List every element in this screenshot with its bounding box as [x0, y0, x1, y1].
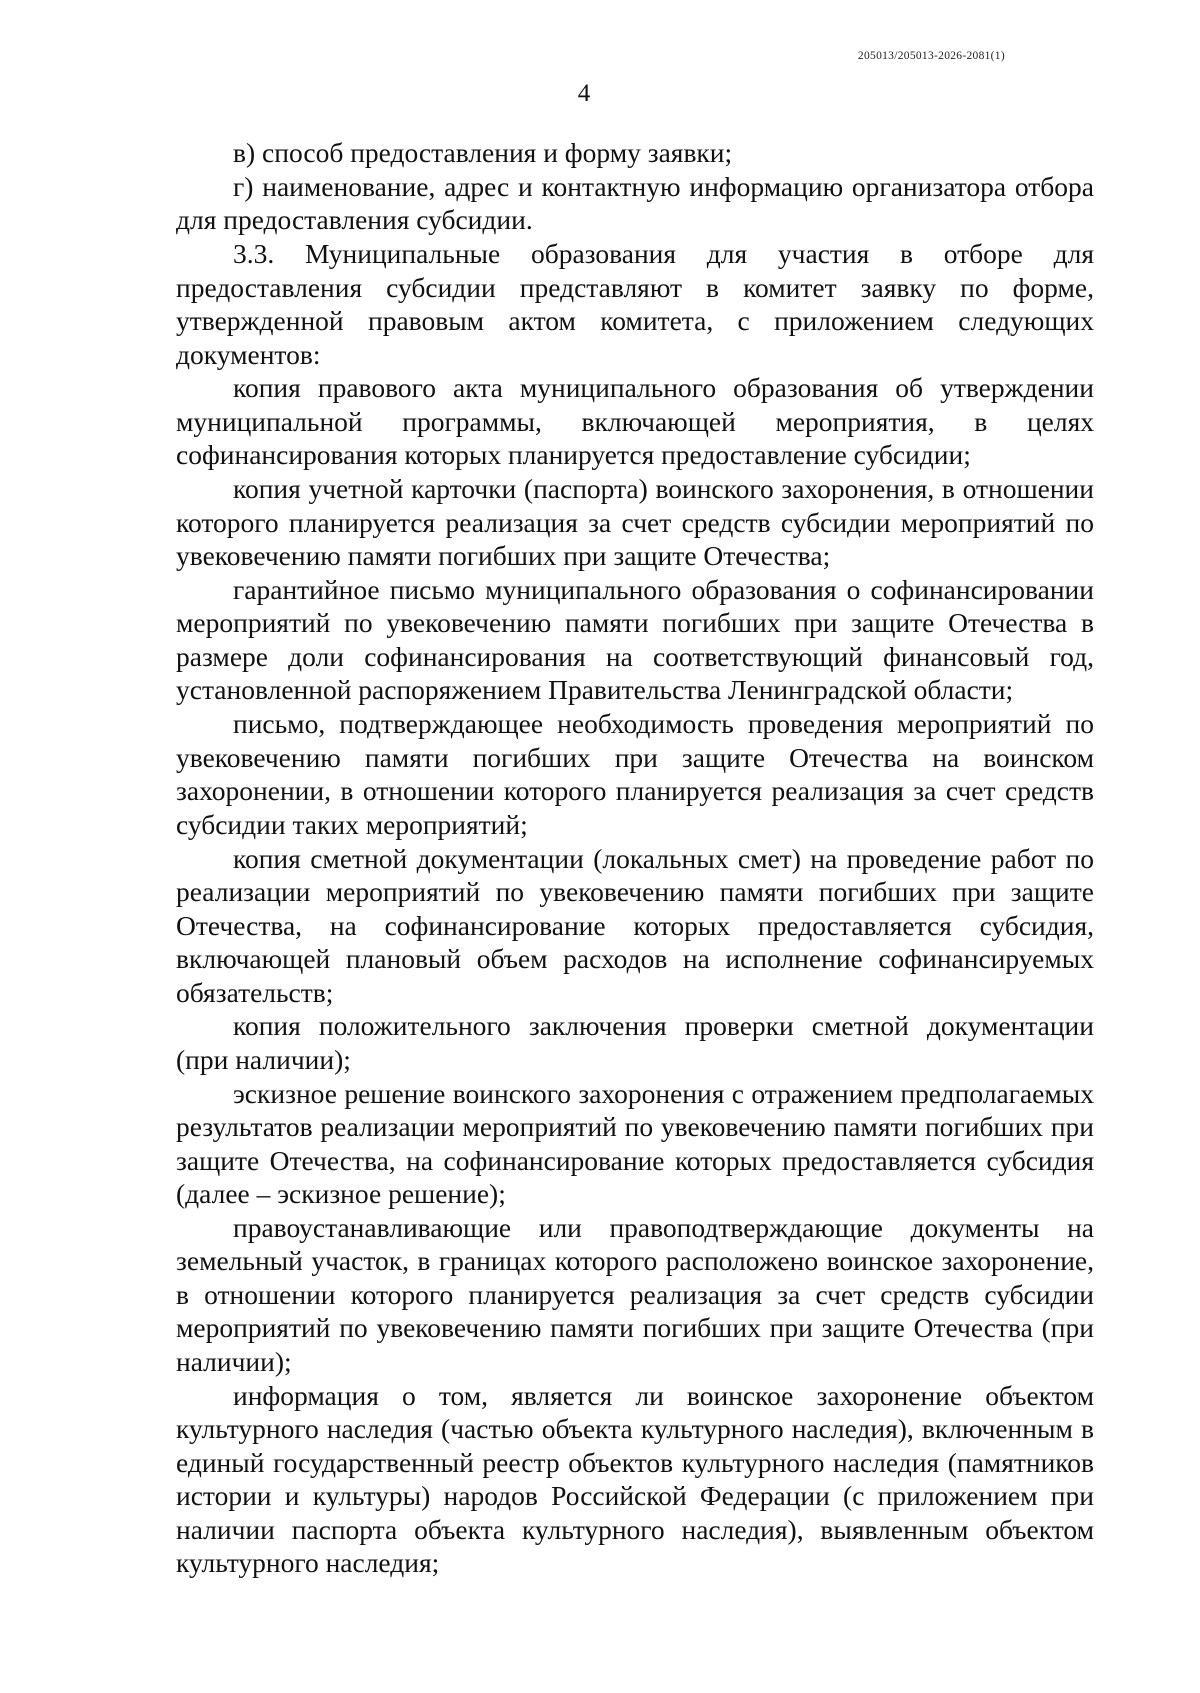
list-item-sketch-solution: эскизное решение воинского захоронения с отражением предполагаемых результатов реализации мероприятий по увековечению памяти погибших при защите Отечества, на софинансирование которых предоставляется субсидия (далее – эскизное решение); [176, 1077, 1094, 1210]
list-item-burial-card-copy: копия учетной карточки (паспорта) воинского захоронения, в отношении которого планируется реализация за счет средств субсидии мероприятий по увековечению памяти погибших при защите Отечества; [176, 473, 1094, 572]
list-item-guarantee-letter: гарантийное письмо муниципального образования о софинансировании мероприятий по увековечению памяти погибших при защите Отечества в размере доли софинансирования на соответствующий финансовый год, установленной распоряжением Правительства Ленинградской области; [176, 573, 1094, 706]
list-item-legal-act-copy: копия правового акта муниципального образования об утверждении муниципальной программы, включающей мероприятия, в целях софинансирования которых планируется предоставление субсидии; [176, 372, 1094, 471]
list-item-estimate-review: копия положительного заключения проверки сметной документации (при наличии); [176, 1010, 1094, 1075]
document-id: 205013/205013-2026-2081(1) [857, 50, 1005, 62]
paragraph-item-v: в) способ предоставления и форму заявки; [233, 137, 733, 168]
list-item-heritage-info: информация о том, является ли воинское захоронение объектом культурного наследия (частью объекта культурного наследия), включенным в единый государственный реестр объектов культурного наследия (памятников истории и культуры) народов Российской Федерации (с приложением при наличии паспорта объекта культурного наследия), выявленным объектом культурного наследия; [176, 1379, 1094, 1579]
list-item-estimate-documentation: копия сметной документации (локальных смет) на проведение работ по реализации мероприятий по увековечению памяти погибших при защите Отечества, на софинансирование которых предоставляется субсидия, включающей плановый объем расходов на исполнение софинансируемых обязательств; [176, 842, 1094, 1008]
paragraph-item-g: г) наименование, адрес и контактную информацию организатора отбора для предоставления субсидии. [176, 170, 1094, 236]
list-item-land-documents: правоустанавливающие или правоподтверждающие документы на земельный участок, в границах которого расположено воинское захоронение, в отношении которого планируется реализация за счет средств субсидии мероприятий по увековечению памяти погибших при защите Отечества (при наличии); [176, 1211, 1094, 1377]
page-number: 4 [577, 80, 591, 107]
document-body [176, 136, 1094, 1580]
paragraph-3-3: 3.3. Муниципальные образования для участия в отборе для предоставления субсидии представляют в комитет заявку по форме, утвержденной правовым актом комитета, с приложением следующих документов: [176, 238, 1094, 370]
list-item-necessity-letter: письмо, подтверждающее необходимость проведения мероприятий по увековечению памяти погибших при защите Отечества на воинском захоронении, в отношении которого планируется реализация за счет средств субсидии таких мероприятий; [176, 708, 1094, 840]
